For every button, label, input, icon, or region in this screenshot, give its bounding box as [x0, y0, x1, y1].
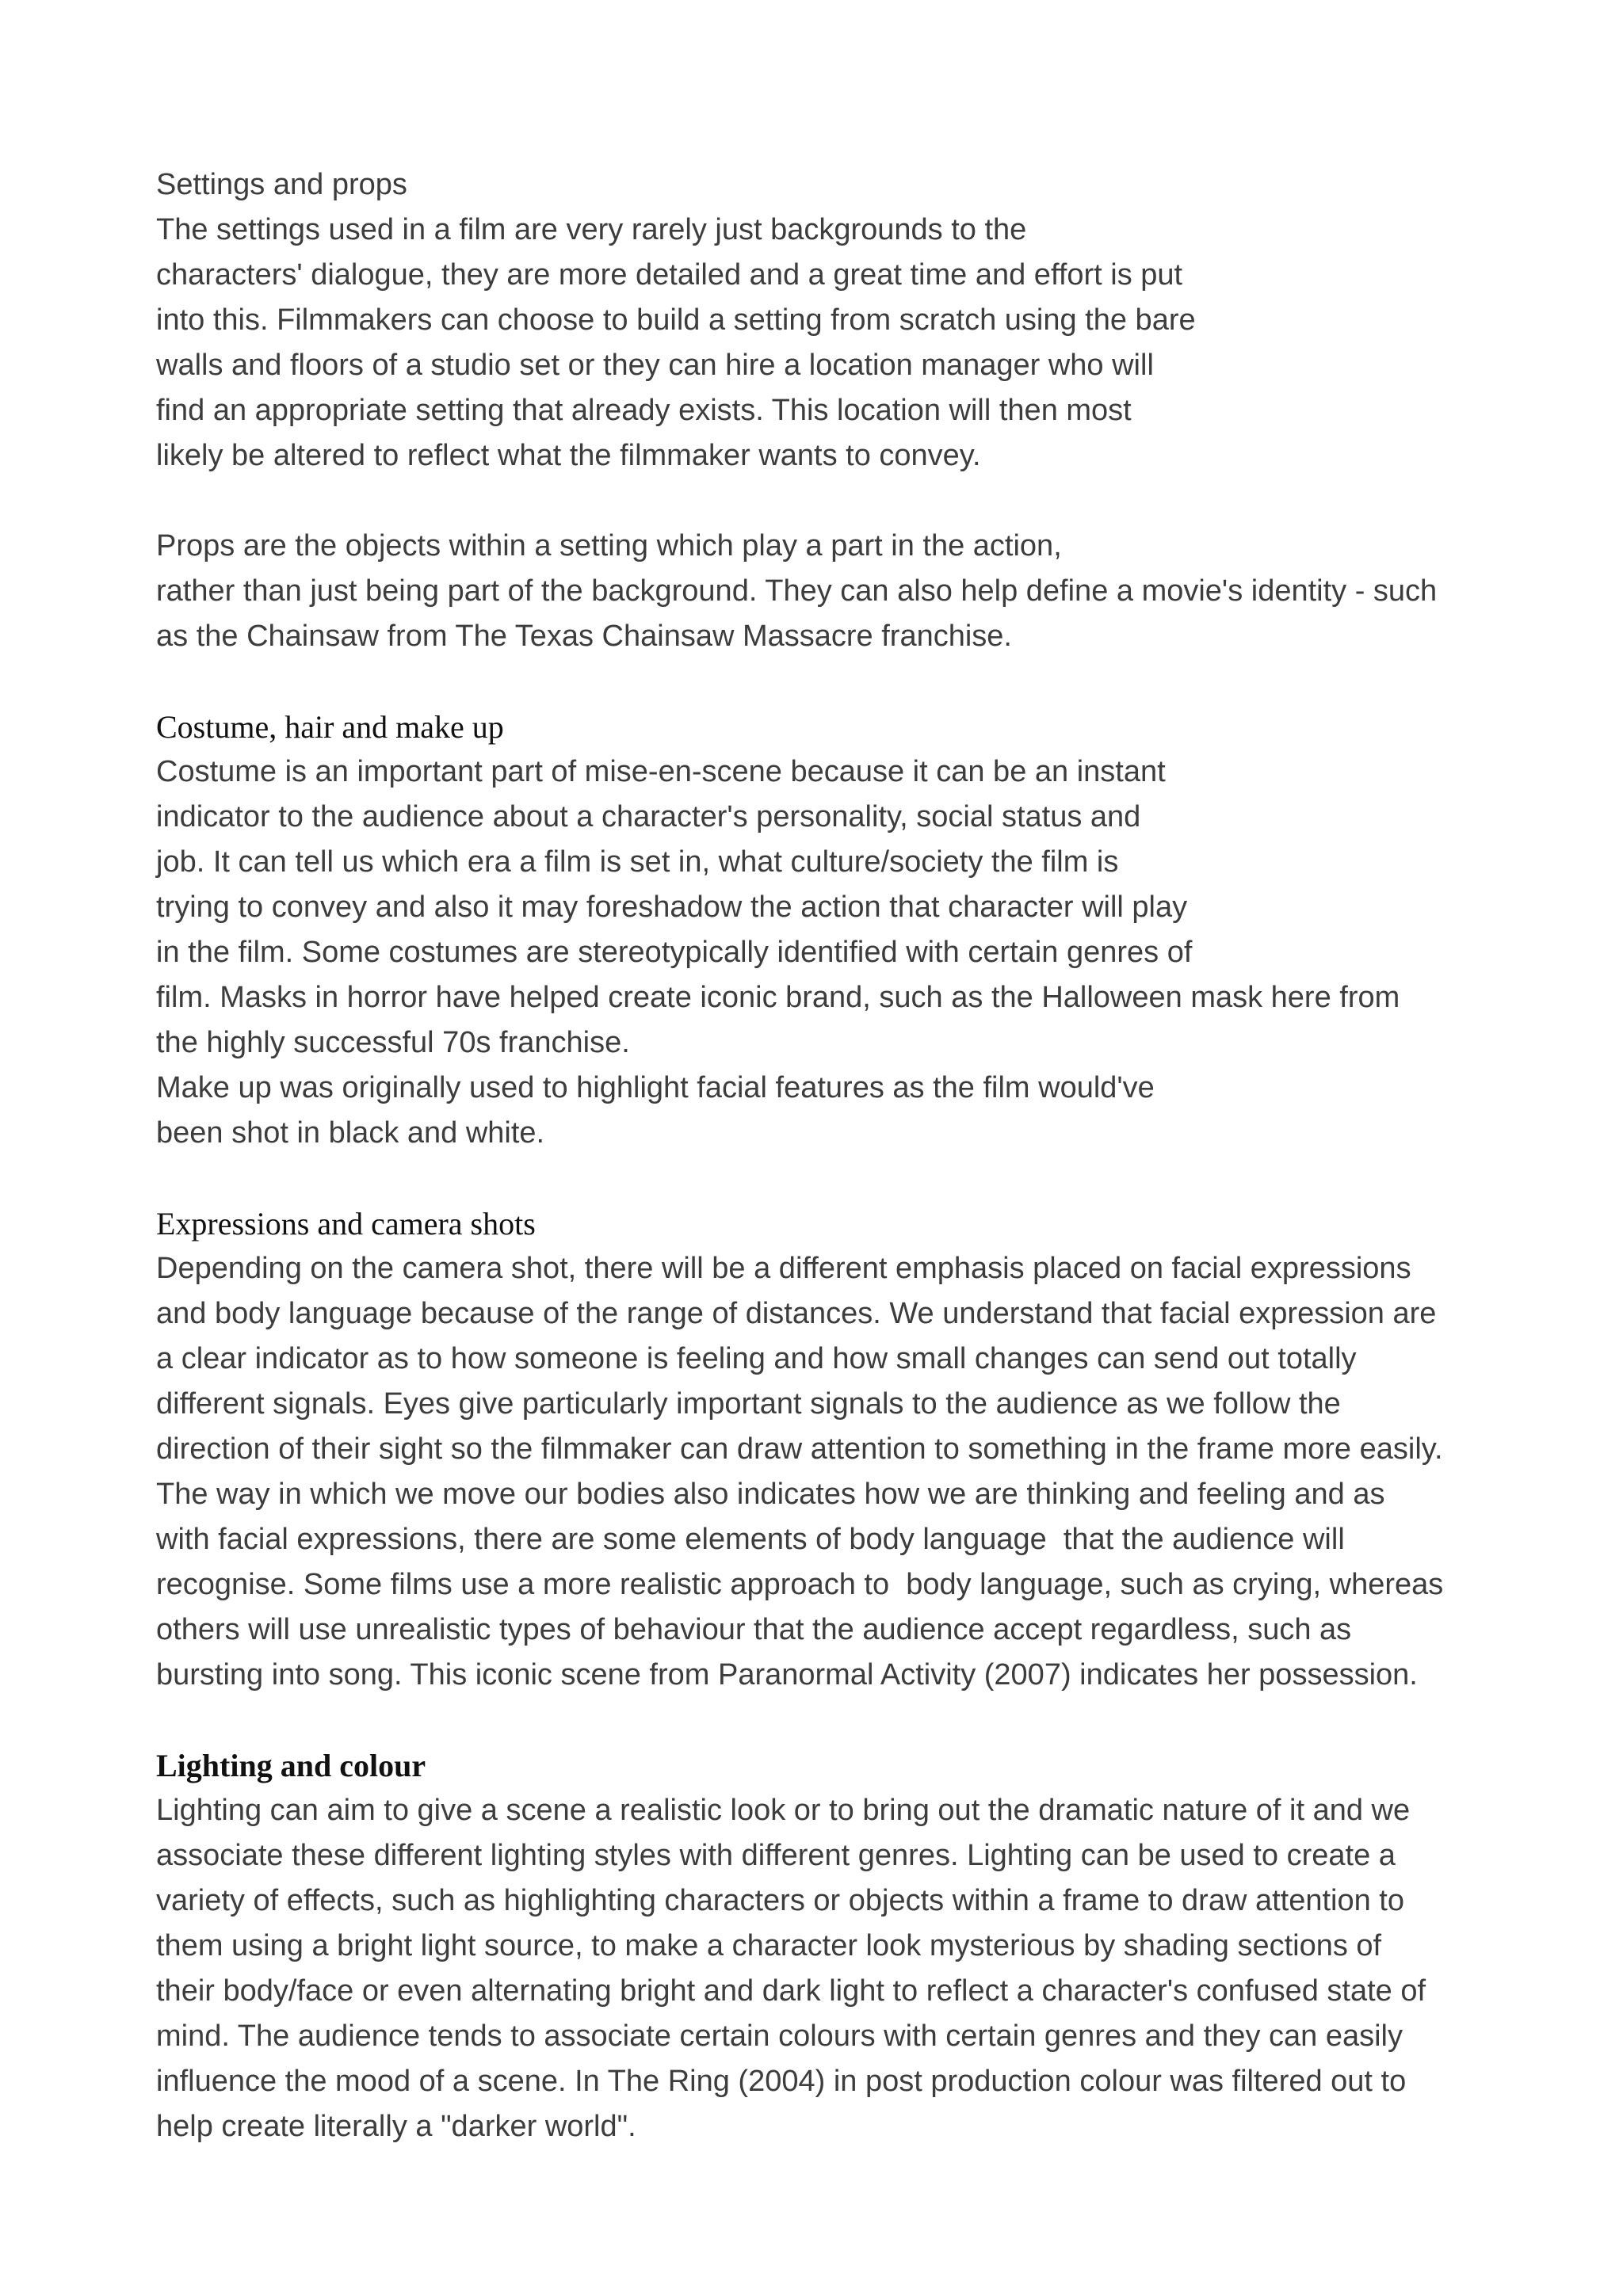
paragraph-line: trying to convey and also it may foreshadow the action that character will play [156, 891, 1188, 924]
paragraph [156, 1246, 1503, 1698]
section-lighting-and-colour [156, 1743, 1503, 2149]
paragraph-line: The settings used in a film are very rarely just backgrounds to the [156, 213, 1027, 246]
section-spacer [156, 1698, 1503, 1743]
paragraph-line: with facial expressions, there are some elements of body language that the audience will [156, 1523, 1345, 1556]
paragraph-line: and body language because of the range of distances. We understand that facial expression are [156, 1297, 1437, 1330]
paragraph-line: characters' dialogue, they are more detailed and a great time and effort is put [156, 258, 1183, 292]
section-spacer [156, 659, 1503, 704]
paragraph [156, 524, 1503, 659]
paragraph-line: variety of effects, such as highlighting characters or objects within a frame to draw attention to [156, 1884, 1404, 1917]
paragraph-line: been shot in black and white. [156, 1116, 545, 1150]
paragraph-line: the highly successful 70s franchise. [156, 1026, 630, 1059]
section-heading: Expressions and camera shots [156, 1206, 536, 1241]
document-page [156, 162, 1503, 2149]
paragraph-line: job. It can tell us which era a film is set in, what culture/society the film is [156, 845, 1119, 879]
paragraph-line: into this. Filmmakers can choose to build a setting from scratch using the bare [156, 303, 1196, 337]
section-settings-and-props [156, 162, 1503, 659]
paragraph-line: help create literally a "darker world". [156, 2110, 636, 2143]
paragraph-spacer [156, 479, 1503, 524]
paragraph-line: bursting into song. This iconic scene from Paranormal Activity (2007) indicates her possession. [156, 1658, 1418, 1691]
paragraph-line: direction of their sight so the filmmaker can draw attention to something in the frame more easily. [156, 1432, 1443, 1466]
paragraph-line: mind. The audience tends to associate certain colours with certain genres and they can easily [156, 2019, 1403, 2053]
paragraph-line: indicator to the audience about a character's personality, social status and [156, 800, 1141, 833]
paragraph-line: a clear indicator as to how someone is feeling and how small changes can send out totally [156, 1342, 1357, 1375]
paragraph-line: walls and floors of a studio set or they can hire a location manager who will [156, 349, 1154, 382]
paragraph-line: their body/face or even alternating bright and dark light to reflect a character's confused state of [156, 1974, 1426, 2008]
paragraph-line: different signals. Eyes give particularly important signals to the audience as we follow the [156, 1387, 1341, 1421]
paragraph-line: The way in which we move our bodies also indicates how we are thinking and feeling and as [156, 1478, 1385, 1511]
section-heading: Settings and props [156, 168, 407, 201]
paragraph-line: influence the mood of a scene. In The Ring (2004) in post production colour was filtered out to [156, 2065, 1407, 2098]
paragraph [156, 1788, 1503, 2149]
paragraph-line: film. Masks in horror have helped create iconic brand, such as the Halloween mask here from [156, 981, 1400, 1014]
section-spacer [156, 1156, 1503, 1201]
paragraph-line: them using a bright light source, to make a character look mysterious by shading sections of [156, 1929, 1382, 1962]
paragraph-line: as the Chainsaw from The Texas Chainsaw Massacre franchise. [156, 620, 1012, 653]
paragraph-line: find an appropriate setting that already exists. This location will then most [156, 394, 1132, 427]
paragraph-line: associate these different lighting styles with different genres. Lighting can be used to create a [156, 1839, 1396, 1872]
paragraph [156, 749, 1503, 1156]
paragraph-line: likely be altered to reflect what the filmmaker wants to convey. [156, 439, 981, 472]
section-heading: Lighting and colour [156, 1748, 426, 1783]
paragraph-line: Lighting can aim to give a scene a realistic look or to bring out the dramatic nature of it and we [156, 1794, 1411, 1827]
paragraph-line: Props are the objects within a setting which play a part in the action, [156, 529, 1062, 563]
section-expressions-and-camera-shots [156, 1201, 1503, 1698]
paragraph-line: recognise. Some films use a more realistic approach to body language, such as crying, whereas [156, 1568, 1444, 1601]
section-costume-hair-make-up [156, 704, 1503, 1156]
paragraph-line: others will use unrealistic types of behaviour that the audience accept regardless, such as [156, 1613, 1352, 1646]
paragraph-line: Make up was originally used to highlight facial features as the film would've [156, 1071, 1155, 1104]
paragraph-line: rather than just being part of the background. They can also help define a movie's identity - such [156, 574, 1438, 608]
paragraph-line: Costume is an important part of mise-en-scene because it can be an instant [156, 755, 1166, 788]
paragraph-line: in the film. Some costumes are stereotypically identified with certain genres of [156, 936, 1193, 969]
paragraph [156, 208, 1503, 479]
section-heading: Costume, hair and make up [156, 709, 504, 745]
paragraph-line: Depending on the camera shot, there will be a different emphasis placed on facial expressions [156, 1252, 1411, 1285]
